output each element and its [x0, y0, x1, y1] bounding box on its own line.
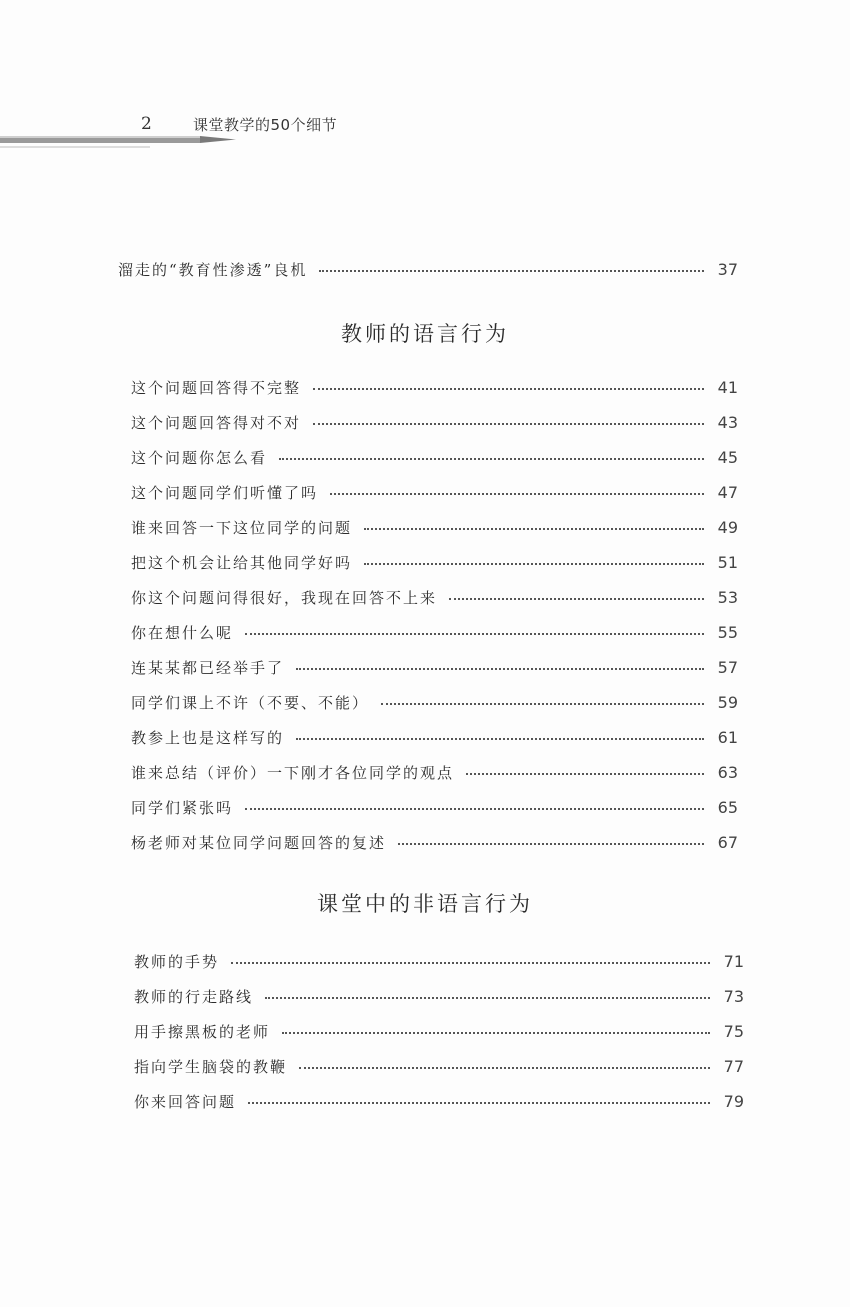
- toc-entry-page: 55: [717, 622, 738, 642]
- toc-entry-page: 57: [717, 657, 738, 677]
- toc-entry-page: 77: [723, 1056, 744, 1076]
- toc-entry-title: 杨老师对某位同学问题回答的复述: [131, 833, 387, 852]
- toc-entry: [131, 372, 738, 402]
- toc-entry-page: 49: [717, 517, 738, 537]
- toc-entry-title: 教师的行走路线: [134, 987, 254, 1006]
- toc-entry: [134, 946, 744, 976]
- toc-entry: [131, 722, 738, 752]
- page-number: 2: [141, 114, 152, 134]
- toc-entry-title: 这个问题你怎么看: [131, 448, 268, 467]
- toc-entry: [134, 1051, 744, 1081]
- leader-dots: [398, 843, 704, 845]
- toc-entry-page: 45: [717, 447, 738, 467]
- toc-entry-title: 你来回答问题: [134, 1092, 237, 1111]
- toc-entry: [118, 254, 738, 284]
- toc-entry-title: 同学们课上不许（不要、不能）: [131, 693, 370, 712]
- leader-dots: [296, 668, 704, 670]
- toc-entry: [131, 477, 738, 507]
- book-title: 课堂教学的50个细节: [193, 116, 338, 134]
- toc-entry-title: 你在想什么呢: [131, 623, 234, 642]
- toc-entry-title: 把这个机会让给其他同学好吗: [131, 553, 353, 572]
- toc-entry-page: 47: [717, 482, 738, 502]
- running-header: [0, 104, 850, 154]
- toc-entry-page: 63: [717, 762, 738, 782]
- toc-entry-title: 溜走的“教育性渗透”良机: [118, 260, 308, 279]
- leader-dots: [466, 773, 704, 775]
- toc-entry-page: 65: [717, 797, 738, 817]
- leader-dots: [381, 703, 704, 705]
- toc-entry: [131, 512, 738, 542]
- toc-entry: [131, 617, 738, 647]
- toc-entry-title: 指向学生脑袋的教鞭: [134, 1057, 288, 1076]
- toc-entry: [134, 1086, 744, 1116]
- toc-entry: [134, 1016, 744, 1046]
- toc-entry-page: 41: [717, 377, 738, 397]
- leader-dots: [231, 962, 710, 964]
- toc-entry: [131, 827, 738, 857]
- toc-entry-page: 37: [717, 259, 738, 279]
- toc-entry-page: 59: [717, 692, 738, 712]
- toc-entry-title: 谁来总结（评价）一下刚才各位同学的观点: [131, 763, 455, 782]
- toc-entry-title: 用手擦黑板的老师: [134, 1022, 271, 1041]
- toc-entry-page: 51: [717, 552, 738, 572]
- toc-entry-page: 61: [717, 727, 738, 747]
- toc-entry-title: 同学们紧张吗: [131, 798, 234, 817]
- leader-dots: [245, 808, 704, 810]
- leader-dots: [282, 1032, 710, 1034]
- toc-entry-title: 连某某都已经举手了: [131, 658, 285, 677]
- toc-entry: [131, 442, 738, 472]
- section-title: 课堂中的非语言行为: [317, 892, 533, 916]
- leader-dots: [248, 1102, 710, 1104]
- section-title: 教师的语言行为: [341, 322, 509, 346]
- leader-dots: [364, 563, 704, 565]
- toc-entry-title: 这个问题同学们听懂了吗: [131, 483, 319, 502]
- leader-dots: [364, 528, 704, 530]
- leader-dots: [330, 493, 704, 495]
- toc-entry-title: 这个问题回答得不完整: [131, 378, 302, 397]
- toc-entry: [131, 582, 738, 612]
- toc-entry: [131, 757, 738, 787]
- toc-entry-title: 这个问题回答得对不对: [131, 413, 302, 432]
- leader-dots: [449, 598, 704, 600]
- toc-entry-page: 67: [717, 832, 738, 852]
- toc-entry: [131, 407, 738, 437]
- toc-entry-page: 71: [723, 951, 744, 971]
- toc-entry-page: 43: [717, 412, 738, 432]
- toc-entry-page: 79: [723, 1091, 744, 1111]
- toc-entry-title: 教师的手势: [134, 952, 220, 971]
- toc-entry-page: 75: [723, 1021, 744, 1041]
- toc-entry-page: 53: [717, 587, 738, 607]
- leader-dots: [313, 423, 704, 425]
- leader-dots: [265, 997, 710, 999]
- leader-dots: [313, 388, 704, 390]
- toc-entry-page: 73: [723, 986, 744, 1006]
- leader-dots: [299, 1067, 710, 1069]
- leader-dots: [279, 458, 704, 460]
- toc-entry: [131, 652, 738, 682]
- toc-entry: [131, 792, 738, 822]
- toc-entry-title: 教参上也是这样写的: [131, 728, 285, 747]
- toc-entry-title: 你这个问题问得很好，我现在回答不上来: [131, 588, 438, 607]
- toc-entry: [131, 687, 738, 717]
- toc-entry-title: 谁来回答一下这位同学的问题: [131, 518, 353, 537]
- leader-dots: [245, 633, 704, 635]
- leader-dots: [319, 270, 704, 272]
- toc-entry: [134, 981, 744, 1011]
- leader-dots: [296, 738, 704, 740]
- toc-entry: [131, 547, 738, 577]
